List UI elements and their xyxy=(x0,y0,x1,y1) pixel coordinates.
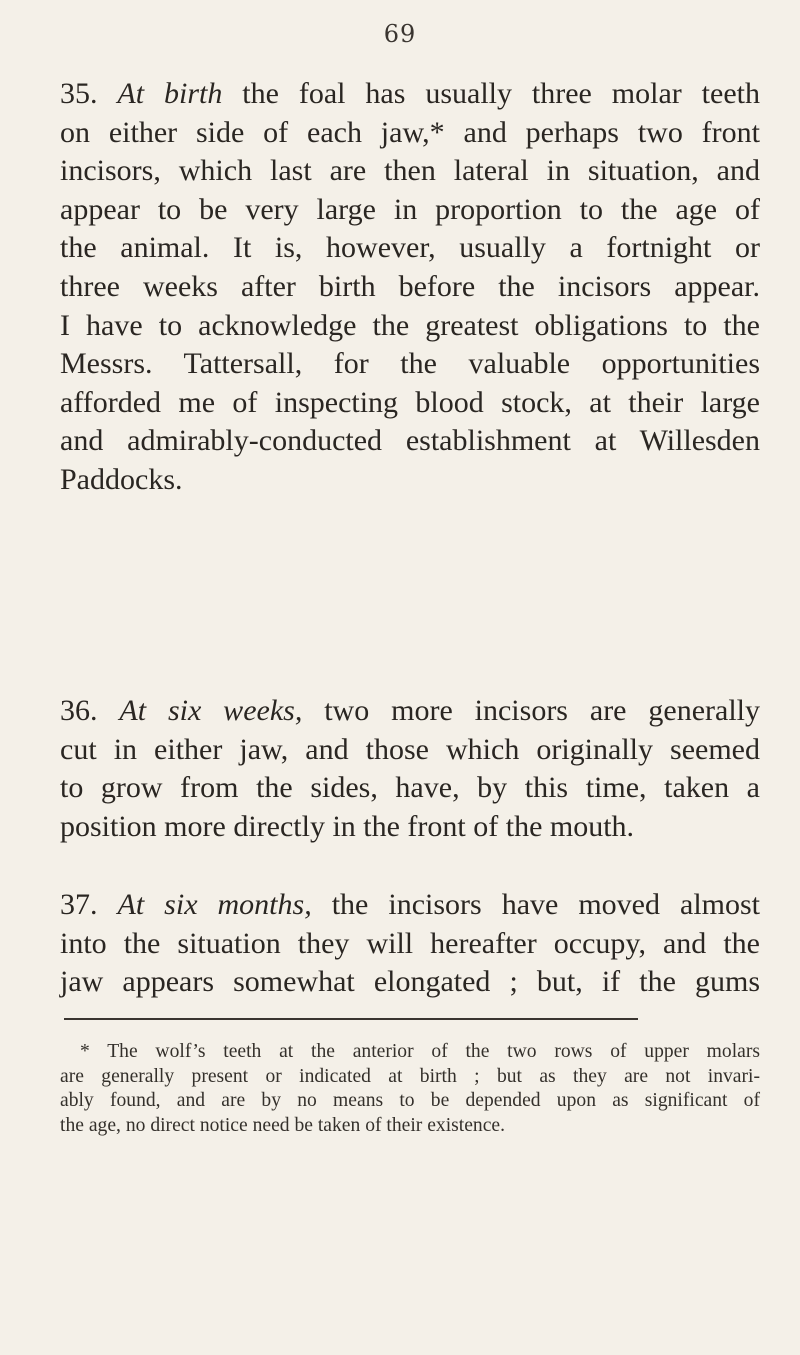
paragraph-line xyxy=(60,75,760,114)
paragraph-line: appear to be very large in proportion to the age of xyxy=(60,192,760,226)
paragraph-line: afforded me of inspecting blood stock, at their large xyxy=(60,385,760,419)
paragraph-line: to grow from the sides, have, by this time, taken a xyxy=(60,771,760,805)
paragraph-36 xyxy=(60,692,760,846)
paragraph-text: the incisors have moved almost xyxy=(311,888,760,921)
paragraph-line: I have to acknowledge the greatest obligations to the xyxy=(60,308,760,342)
footnote-divider xyxy=(64,1018,638,1020)
paragraph-line xyxy=(60,886,760,925)
page-number: 69 xyxy=(383,20,417,48)
paragraph-line: jaw appears somewhat elongated ; but, if the gums xyxy=(60,965,760,999)
paragraph-lead: At six weeks, xyxy=(119,694,303,727)
paragraph-line: incisors, which last are then lateral in situation, and xyxy=(60,154,760,188)
paragraph-35 xyxy=(60,75,760,500)
paragraph-line: Messrs. Tattersall, for the valuable opportunities xyxy=(60,347,760,381)
paragraph-line: on either side of each jaw,* and perhaps two front xyxy=(60,115,760,149)
footnote-line: are generally present or indicated at birth ; but as they are not invari- xyxy=(60,1065,760,1087)
paragraph-line: position more directly in the front of the mouth. xyxy=(60,809,635,843)
paragraph-text: the foal has usually three molar teeth xyxy=(222,77,760,110)
footnote xyxy=(60,1040,760,1139)
paragraph-line: three weeks after birth before the incisors appear. xyxy=(60,269,760,303)
footnote-line: the age, no direct notice need be taken of their existence. xyxy=(60,1115,506,1137)
paragraph-lead: At birth xyxy=(117,77,223,110)
paragraph-37 xyxy=(60,886,760,1002)
paragraph-line xyxy=(60,692,760,731)
footnote-line: * The wolf’s teeth at the anterior of the two rows of upper molars xyxy=(80,1041,760,1062)
paragraph-number: 37. xyxy=(60,888,98,921)
paragraph-text: two more incisors are generally xyxy=(302,694,761,727)
paragraph-line: into the situation they will hereafter occupy, and the xyxy=(60,926,760,960)
paragraph-lead: At six months, xyxy=(117,888,312,921)
paragraph-line: and admirably-conducted establishment at Willesden xyxy=(60,424,760,458)
paragraph-line: cut in either jaw, and those which originally seemed xyxy=(60,732,760,766)
paragraph-line: Paddocks. xyxy=(60,462,183,496)
paragraph-number: 35. xyxy=(60,77,98,110)
footnote-line: ably found, and are by no means to be depended upon as significant of xyxy=(60,1090,760,1112)
paragraph-line: the animal. It is, however, usually a fortnight or xyxy=(60,231,760,265)
paragraph-number: 36. xyxy=(60,694,98,727)
